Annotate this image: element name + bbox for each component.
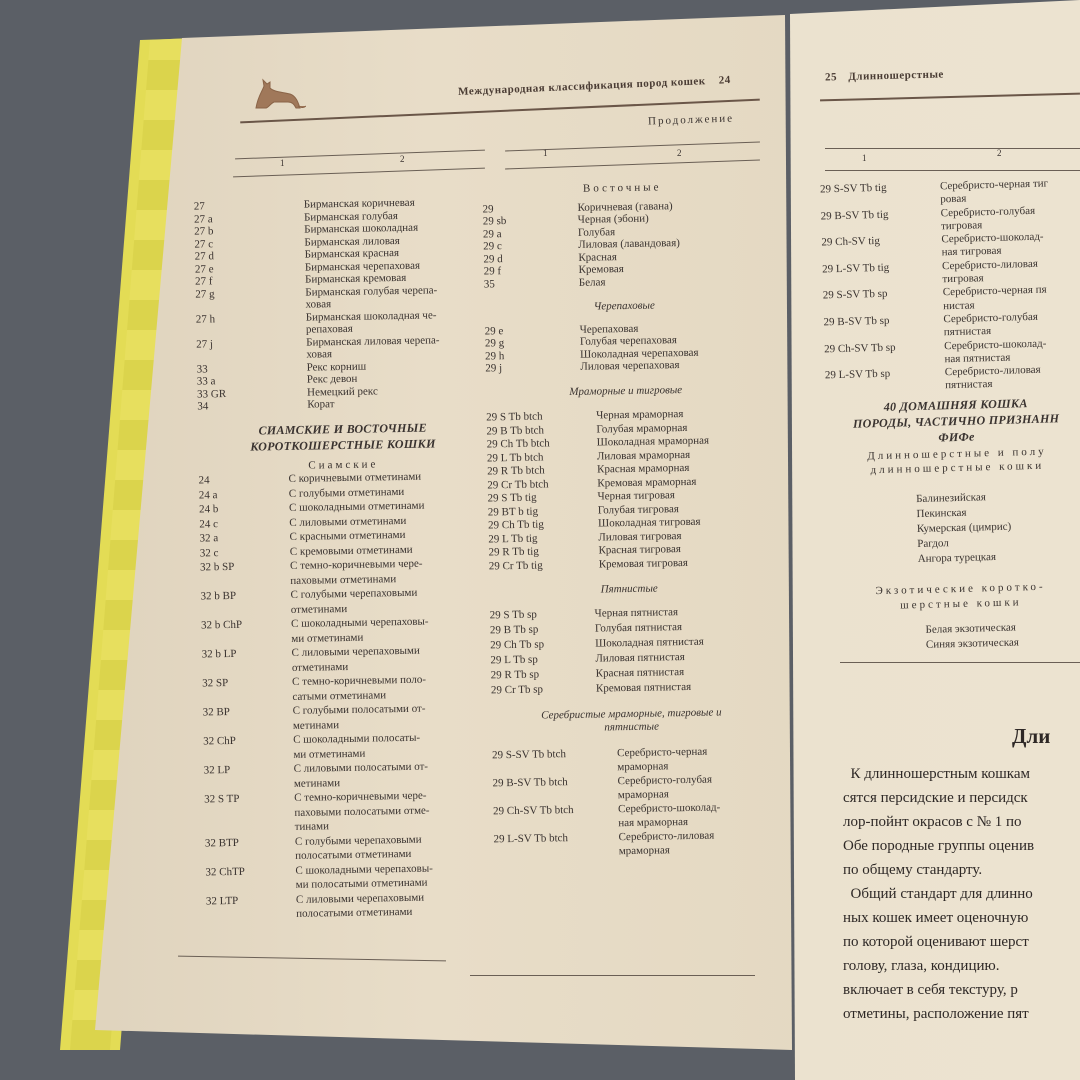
breed-code: 27 e [194, 262, 214, 276]
breed-name: Красная пятнистая [595, 665, 685, 680]
breed-item: Синяя экзотическая [925, 636, 1020, 651]
breed-code: 32 a [199, 532, 219, 545]
breed-code: 29 S-SV Tb btch [491, 747, 567, 761]
column-number: 1 [280, 158, 285, 168]
breed-code: 32 LTP [205, 894, 239, 907]
breed-name: Корат [307, 398, 335, 411]
breed-code: 32 LP [203, 764, 231, 777]
breed-name: Коричневая (гавана) [577, 199, 673, 214]
breed-item: Пекинская [916, 506, 967, 520]
breed-code: 29 Cr Tb sp [490, 683, 544, 696]
subsection-heading: Мраморные и тигровые [569, 383, 683, 398]
breed-name: С темно-коричневыми чере- паховыми отметинами [290, 557, 423, 587]
breed-name: С голубыми отметинами [288, 485, 405, 500]
breed-name: Голубая [577, 225, 616, 239]
table-row [206, 889, 496, 923]
page-number: 24 [718, 74, 732, 87]
breed-code: 32 c [199, 546, 219, 560]
breed-code: 32 ChTP [205, 865, 245, 878]
breed-code: 29 S Tb tig [487, 491, 537, 505]
breed-code: 29 B Tb sp [489, 623, 539, 636]
table-row [204, 787, 495, 836]
breed-name: Черная мраморная [596, 408, 684, 422]
breed-name: Голубая черепаховая [579, 334, 678, 348]
breed-code: 29 R Tb tig [488, 545, 539, 559]
breed-code: 32 ChP [203, 734, 236, 748]
page-number: 25 [824, 71, 838, 84]
breed-item: Кумерская (цимрис) [916, 520, 1012, 535]
breed-name: Черная (эбони) [577, 212, 649, 226]
breed-code: 29 S-SV Tb tig [819, 181, 887, 196]
breed-name: Кремовая мраморная [597, 475, 697, 490]
breed-code: 29 Ch-SV Tb sp [824, 341, 896, 355]
breed-code: 27 h [195, 312, 216, 326]
breed-name: Красная [578, 250, 617, 264]
breed-code: 27 [193, 200, 205, 213]
breed-name: Бирманская лиловая черепа- ховая [306, 333, 440, 361]
left-column [194, 196, 497, 923]
breed-name: Серебристо-голубая мраморная [617, 773, 713, 801]
breed-code: 24 [198, 474, 210, 487]
breed-code: 35 [483, 277, 495, 290]
breed-name: Кремовая пятнистая [595, 680, 692, 695]
table-end-rule [840, 662, 1080, 663]
breed-code: 29 B-SV Tb sp [823, 314, 890, 329]
breed-name: С голубыми полосатыми от- метинами [292, 702, 426, 732]
breed-code: 29 Ch-SV Tb btch [492, 803, 574, 817]
table-rule [825, 148, 1080, 149]
breed-code: 32 b BP [200, 589, 237, 603]
breed-name: С шоколадными черепаховы- ми полосатыми отметинами [295, 862, 433, 891]
table-row [493, 827, 773, 860]
column-number: 1 [862, 153, 867, 163]
breed-name: С темно-коричневыми чере- паховыми полосатыми отме- тинами [294, 789, 430, 833]
breed-code: 29 R Tb sp [490, 668, 540, 681]
breed-code: 27 b [194, 225, 214, 238]
breed-name: С шоколадными полосаты- ми отметинами [293, 731, 421, 761]
breed-code: 27 j [196, 337, 214, 351]
section-heading: СИАМСКИЕ И ВОСТОЧНЫЕ КОРОТКОШЕРСТНЫЕ КОШКИ [250, 420, 436, 454]
breed-name: Серебристо-лиловая мраморная [618, 829, 715, 857]
middle-column [482, 180, 774, 860]
breed-code: 29 B-SV Tb tig [820, 208, 889, 223]
table-row [825, 363, 1080, 396]
breed-code: 29 d [483, 252, 503, 265]
breed-name: Шоколадная пятнистая [595, 635, 704, 650]
subsection-heading: Серебристые мраморные, тигровые и пятнистые [541, 705, 722, 733]
breed-code: 27 c [194, 237, 214, 251]
breed-name: Лиловая черепаховая [580, 359, 680, 373]
breed-name: Кремовая тигровая [598, 556, 688, 571]
breed-code: 29 c [483, 240, 502, 253]
breed-name: Бирманская красная [304, 247, 400, 261]
cat-icon [250, 78, 306, 112]
breed-code: 27 a [193, 212, 213, 226]
breed-name: Кремовая [578, 263, 624, 276]
breed-name: Рекс корниш [306, 360, 367, 374]
breed-name: Рекс девон [306, 372, 358, 386]
breed-code: 29 L-SV Tb sp [824, 367, 891, 382]
breed-code: 32 S TP [204, 792, 240, 806]
table-end-rule [470, 975, 755, 976]
breed-code: 32 b SP [200, 560, 235, 574]
column-number: 2 [997, 148, 1002, 158]
breed-code: 29 sb [482, 215, 507, 228]
breed-code: 29 a [482, 227, 502, 240]
breed-item: Балинезийская [916, 490, 986, 505]
breed-name: С кремовыми отметинами [289, 543, 413, 558]
breed-code: 33 a [196, 375, 216, 388]
breed-name: Бирманская черепаховая [304, 259, 421, 274]
breed-code: 29 Cr Tb btch [487, 477, 549, 491]
breed-name: Лиловая (лавандовая) [578, 237, 680, 251]
breed-name: Бирманская шоколадная че- репаховая [305, 308, 437, 336]
breed-name: С лиловыми черепаховыми отметинами [291, 644, 420, 674]
section-title: Дли [1012, 724, 1051, 748]
breed-code: 27 g [195, 287, 215, 301]
column-number: 1 [543, 148, 548, 158]
breed-name: Черепаховая [579, 322, 639, 336]
breed-name: Бирманская голубая [303, 209, 399, 224]
breed-code: 29 Ch Tb tig [487, 518, 544, 532]
breed-code: 29 L Tb btch [486, 450, 544, 464]
breed-name: Серебристо-лиловая пятнистая [944, 363, 1041, 392]
breed-code: 29 Cr Tb tig [488, 558, 543, 572]
continuation-label: Продолжение [647, 112, 735, 128]
breed-code: 29 Ch Tb btch [486, 437, 550, 451]
breed-name: Серебристо-шоколад- ная тигровая [941, 230, 1044, 259]
breed-code: 24 a [198, 488, 218, 502]
breed-code: 24 b [199, 503, 219, 516]
breed-name: Голубая мраморная [596, 421, 688, 436]
breed-name: Бирманская коричневая [303, 196, 415, 211]
breed-code: 32 b LP [201, 647, 237, 661]
breed-code: 27 f [195, 275, 213, 288]
breed-name: Голубая пятнистая [594, 620, 683, 635]
breed-name: Серебристо-шоколад- ная мраморная [617, 800, 721, 829]
breed-code: 29 f [483, 265, 502, 278]
breed-name: С коричневыми отметинами [288, 470, 422, 485]
breed-name: С голубыми черепаховыми отметинами [290, 586, 418, 616]
breed-code: 33 GR [196, 387, 227, 401]
breed-item: Рагдол [917, 536, 949, 550]
breed-code: 29 Ch-SV tig [821, 235, 881, 249]
subsection-heading: Пятнистые [600, 582, 658, 596]
breed-name: Серебристо-лиловая тигровая [941, 257, 1038, 286]
breed-code: 29 j [485, 362, 503, 375]
breed-code: 24 c [199, 517, 219, 531]
subsection-heading: Черепаховые [593, 299, 655, 313]
breed-code: 29 S Tb btch [486, 410, 543, 424]
breed-code: 32 b ChP [201, 618, 243, 632]
breed-name: Бирманская голубая черепа- ховая [305, 283, 438, 311]
breed-name: С красными отметинами [289, 528, 406, 543]
breed-name: Черная тигровая [597, 489, 675, 503]
breed-code: 29 L-SV Tb tig [821, 261, 890, 276]
breed-code: 29 L Tb sp [490, 653, 538, 666]
breed-name: Бирманская шоколадная [304, 221, 419, 236]
breed-name: Немецкий рекс [306, 384, 378, 399]
breed-code: 32 BP [202, 706, 230, 719]
breed-code: 29 h [485, 349, 505, 362]
breed-item: Белая экзотическая [925, 621, 1017, 636]
breed-name: Голубая тигровая [597, 502, 679, 517]
subsection-heading: Экзотические коротко- шерстные кошки [875, 580, 1046, 612]
body-paragraph: К длинношерстным кошкам сятся персидские и персидск лор-пойнт окрасов с № 1 по Обе породные группы оценив по общему стандарту. Общий стандарт для длинно ных кошек имеет оценочную по которой оценивают шерст голову, глаза, кондицию. включает в себя текстуру, р отметины, расположение пят [843, 766, 1035, 1022]
column-number: 2 [677, 148, 682, 158]
header-title: Международная классификация пород кошек [457, 75, 706, 98]
breed-code: 29 L Tb tig [488, 532, 538, 545]
breed-name: Бирманская лиловая [304, 234, 400, 249]
breed-name: Бирманская кремовая [305, 271, 407, 286]
breed-name: Серебристо-голубая пятнистая [943, 310, 1038, 339]
breed-code: 29 [482, 202, 494, 215]
column-number: 2 [400, 154, 405, 164]
breed-name: Шоколадная мраморная [596, 434, 710, 449]
right-column [820, 177, 1080, 655]
subsection-heading: Восточные [582, 181, 662, 195]
breed-name: С шоколадными черепаховы- ми отметинами [291, 615, 429, 645]
breed-name: Красная мраморная [597, 461, 690, 476]
breed-code: 27 d [194, 250, 215, 263]
breed-name: С лиловыми полосатыми от- метинами [293, 760, 429, 790]
breed-code: 29 R Tb btch [487, 464, 545, 478]
breed-code: 33 [196, 362, 208, 376]
breed-name: С темно-коричневыми поло- сатыми отметинами [292, 673, 427, 703]
breed-code: 34 [197, 400, 209, 413]
section-heading: ПОРОДЫ, ЧАСТИЧНО ПРИЗНАНН [852, 411, 1060, 431]
breed-code: 29 BT b tig [487, 505, 539, 518]
breed-code: 29 g [484, 337, 505, 350]
breed-code: 29 S Tb sp [489, 608, 537, 621]
breed-name: Лиловая пятнистая [595, 650, 685, 665]
breed-name: С лиловыми черепаховыми полосатыми отметинами [295, 891, 425, 920]
breed-code: 29 B Tb btch [486, 423, 545, 437]
breed-name: Серебристо-голубая тигровая [940, 204, 1036, 233]
breed-name: Серебристо-черная мраморная [616, 745, 708, 773]
breed-code: 32 BTP [204, 836, 239, 849]
breed-name: Лиловая мраморная [596, 448, 691, 463]
table-rule [825, 170, 1080, 171]
subsection-heading: Сиамские [308, 457, 379, 472]
breed-code: 29 e [484, 324, 504, 337]
breed-name: Серебристо-черная пя нистая [942, 283, 1047, 312]
breed-name: Белая [578, 275, 606, 289]
breed-code: 29 B-SV Tb btch [492, 775, 568, 789]
breed-name: С шоколадными отметинами [288, 499, 425, 514]
breed-code: 29 Ch Tb sp [490, 637, 545, 651]
breed-code: 32 SP [202, 677, 229, 690]
breed-item: Ангора турецкая [917, 550, 997, 565]
breed-code: 29 L-SV Tb btch [493, 831, 569, 845]
breed-name: С лиловыми отметинами [289, 514, 407, 529]
breed-name: Черная пятнистая [594, 605, 679, 620]
breed-name: Лиловая тигровая [598, 529, 682, 544]
breed-name: Шоколадная тигровая [597, 515, 701, 530]
header-title: Длинношерстные [848, 68, 945, 83]
breed-name: Серебристо-черная тиг ровая [939, 177, 1049, 206]
breed-name: Красная тигровая [598, 543, 682, 557]
breed-name: Шоколадная черепаховая [580, 346, 699, 361]
breed-code: 29 S-SV Tb sp [822, 288, 888, 302]
section-heading: ФИФе [938, 429, 975, 445]
breed-name: С голубыми черепаховыми полосатыми отметинами [294, 833, 422, 862]
subsection-heading: Длинношерстные и полу длинношерстные кошки [867, 445, 1047, 477]
breed-name: Серебристо-шоколад- ная пятнистая [944, 337, 1047, 366]
section-heading: 40 ДОМАШНЯЯ КОШКА [883, 395, 1028, 414]
